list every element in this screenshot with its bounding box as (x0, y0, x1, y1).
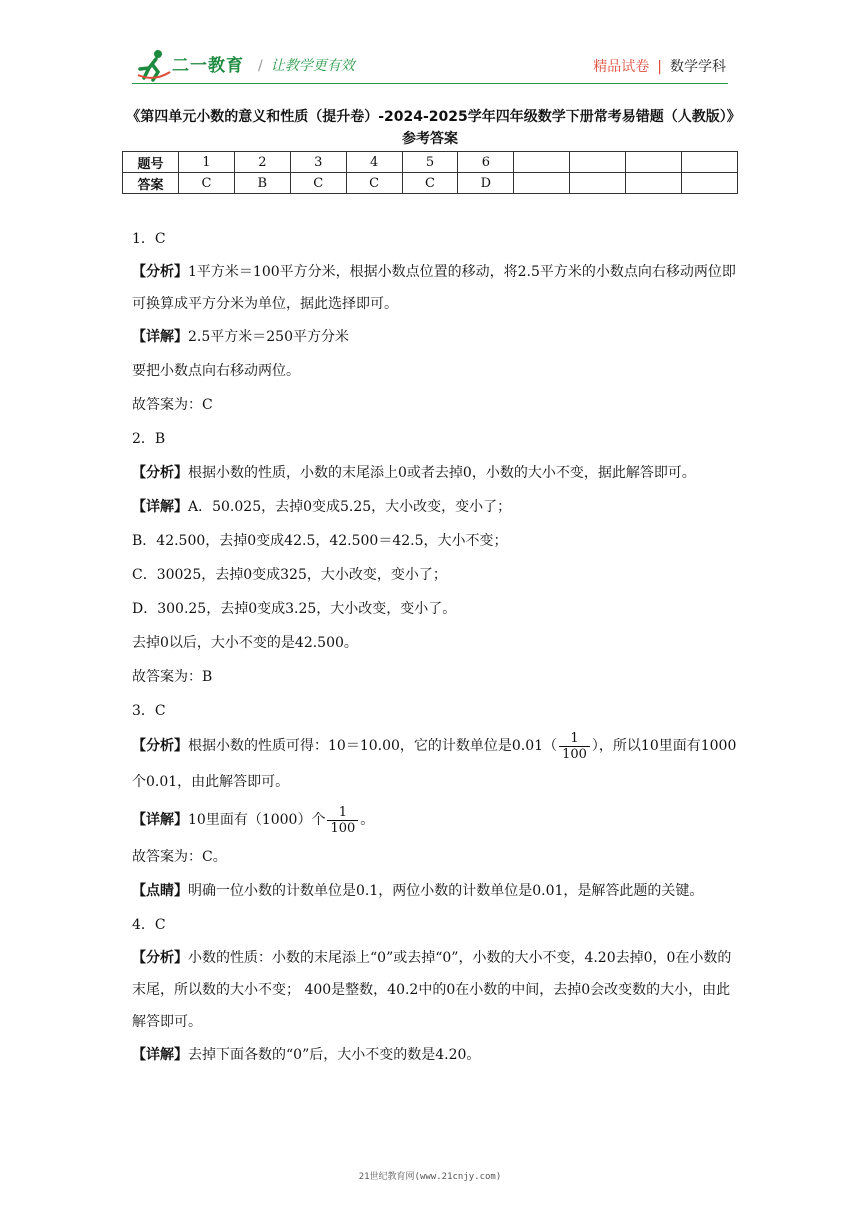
fraction: $\frac{1}{100}$ (559, 731, 590, 762)
fraction: $\frac{1}{100}$ (327, 805, 358, 836)
document-title: 《第四单元小数的意义和性质（提升卷）-2024-2025学年四年级数学下册常考易错题（人教版）》参考答案 (126, 109, 734, 147)
q1-line: 要把小数点向右移动两位。 (132, 363, 300, 379)
q4-heading: 4．C (132, 917, 166, 933)
table-row-label: 题号 (123, 152, 179, 173)
q4-analysis: 【分析】小数的性质：小数的末尾添上“0”或去掉“0”，小数的大小不变，4.20去掉0，0在小数的末尾，所以数的大小不变； 400是整数，40.2中的0在小数的中间，去掉0会改变数的大小，由此解答即可。 (132, 950, 732, 1030)
table-cell: 6 (458, 152, 514, 173)
table-cell: 2 (234, 152, 290, 173)
q4-detail: 【详解】去掉下面各数的“0”后，大小不变的数是4.20。 (132, 1047, 481, 1063)
table-cell (514, 173, 570, 194)
table-cell (570, 173, 626, 194)
table-row-label: 答案 (123, 173, 179, 194)
page-footer: 21世纪教育网(www.21cnjy.com) (358, 1172, 502, 1182)
table-cell (626, 152, 682, 173)
table-row (123, 173, 738, 194)
q2-summary: 去掉0以后，大小不变的是42.500。 (132, 635, 358, 651)
table-cell: 4 (346, 152, 402, 173)
q2-detail: 【详解】A．50.025，去掉0变成5.25，大小改变，变小了； (132, 499, 512, 515)
table-cell (514, 152, 570, 173)
analysis-label: 【分析】 (132, 950, 188, 966)
q2-option-c: C．30025，去掉0变成325，大小改变，变小了； (132, 567, 447, 583)
runner-logo-icon (136, 48, 172, 82)
analysis-label: 【分析】 (132, 738, 188, 754)
slogan: / 让教学更有效 (258, 58, 355, 74)
q3-detail: 【详解】10里面有（1000）个 $\frac{1}{100}$ 。 (132, 804, 375, 836)
table-cell: C (179, 173, 235, 194)
q3-analysis: 【分析】根据小数的性质可得：10＝10.00，它的计数单位是0.01（ $\frac{1}{100}$ ），所以10里面有1000个0.01，由此解答即可。 (132, 730, 737, 790)
table-cell: D (458, 173, 514, 194)
header-tags: 精品试卷 | 数学学科 (593, 59, 726, 75)
q1-heading: 1．C (132, 231, 166, 247)
table-row (123, 152, 738, 173)
table-cell (626, 173, 682, 194)
q1-detail: 【详解】2.5平方米＝250平方分米 (132, 329, 349, 345)
table-cell: 1 (179, 152, 235, 173)
table-cell (682, 173, 738, 194)
table-cell: C (290, 173, 346, 194)
q3-comment: 【点睛】明确一位小数的计数单位是0.1，两位小数的计数单位是0.01，是解答此题的关键。 (132, 883, 704, 899)
slogan-text: 让教学更有效 (270, 58, 355, 74)
q1-analysis: 【分析】1平方米＝100平方分米，根据小数点位置的移动，将2.5平方米的小数点向右移动两位即可换算成平方分米为单位，据此选择即可。 (132, 264, 736, 312)
solutions (132, 222, 742, 1072)
detail-label: 【详解】 (132, 812, 188, 828)
q3-answer: 故答案为：C。 (132, 849, 227, 865)
logo (136, 48, 246, 82)
table-cell (682, 152, 738, 173)
answer-table (122, 151, 738, 194)
q2-answer: 故答案为：B (132, 669, 213, 685)
q3-heading: 3．C (132, 703, 166, 719)
table-cell: 3 (290, 152, 346, 173)
q2-option-b: B．42.500，去掉0变成42.5，42.500＝42.5，大小不变； (132, 533, 508, 549)
detail-label: 【详解】 (132, 1047, 188, 1063)
analysis-label: 【分析】 (132, 264, 188, 280)
detail-label: 【详解】 (132, 329, 188, 345)
page-header (0, 0, 860, 92)
table-cell: C (402, 173, 458, 194)
table-cell: B (234, 173, 290, 194)
comment-label: 【点睛】 (132, 883, 188, 899)
q2-heading: 2．B (132, 431, 166, 447)
detail-label: 【详解】 (132, 499, 188, 515)
table-cell (570, 152, 626, 173)
q1-answer: 故答案为：C (132, 397, 213, 413)
tag-featured: 精品试卷 (593, 59, 650, 75)
analysis-label: 【分析】 (132, 465, 188, 481)
header-divider (132, 83, 728, 84)
logo-text: 二一教育 (172, 56, 244, 76)
tag-subject: 数学学科 (670, 59, 726, 75)
table-cell: C (346, 173, 402, 194)
q2-analysis: 【分析】根据小数的性质，小数的末尾添上0或者去掉0，小数的大小不变，据此解答即可。 (132, 465, 696, 481)
table-cell: 5 (402, 152, 458, 173)
q2-option-d: D．300.25，去掉0变成3.25，大小改变，变小了。 (132, 601, 457, 617)
